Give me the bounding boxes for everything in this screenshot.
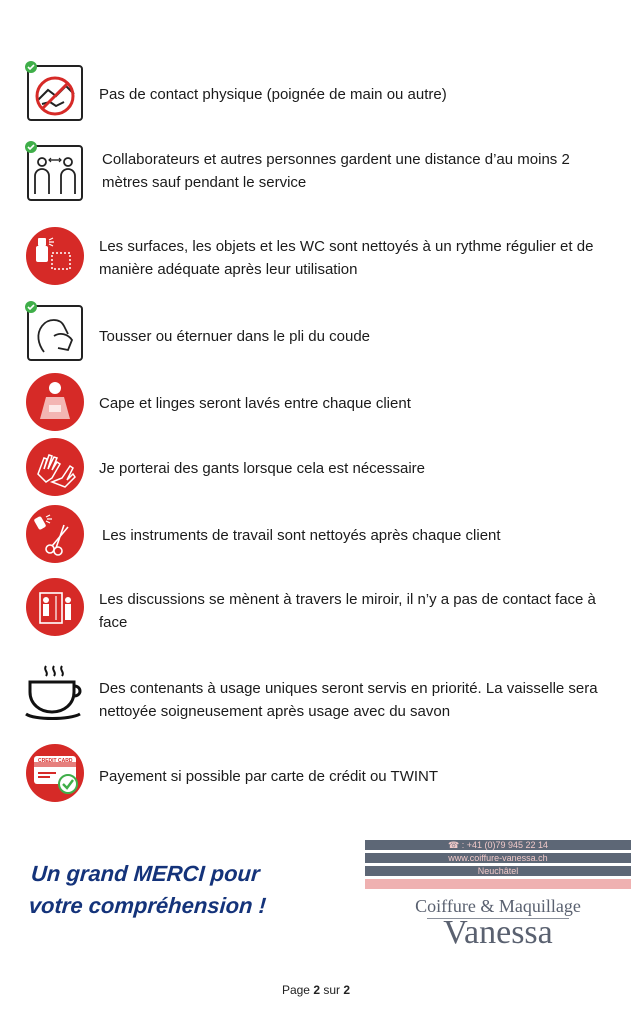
page-footer	[0, 983, 632, 997]
website-bar: www.coiffure-vanessa.ch	[365, 853, 631, 863]
scissors-spray-icon	[24, 503, 86, 565]
mirror-icon	[24, 576, 86, 638]
rule-text: Des contenants à usage uniques seront servis en priorité. La vaisselle sera nettoyée soigneusement après usage avec du savon	[99, 680, 598, 720]
thanks-message	[28, 858, 270, 922]
cough-elbow-icon	[24, 300, 86, 362]
accent-bar	[365, 879, 631, 889]
credit-card-icon	[24, 742, 86, 804]
rule-text: Les discussions se mènent à travers le miroir, il n’y a pas de contact face à face	[99, 591, 596, 631]
footer-mid: sur	[320, 983, 344, 997]
no-handshake-icon	[24, 60, 86, 122]
rule-text: Payement si possible par carte de crédit ou TWINT	[99, 768, 439, 785]
brand-name: Vanessa	[443, 914, 553, 951]
card-label: CREDIT CARD	[38, 758, 73, 764]
rule-text: Cape et linges seront lavés entre chaque client	[99, 395, 411, 412]
city-bar: Neuchâtel	[365, 866, 631, 876]
thanks-line-1: Un grand MERCI pour	[30, 861, 261, 886]
distance-icon	[24, 140, 86, 202]
cape-icon	[24, 371, 86, 433]
footer-page: 2	[313, 983, 320, 997]
brand-tagline: Coiffure & Maquillage	[415, 896, 581, 916]
gloves-icon	[24, 436, 86, 498]
footer-prefix: Page	[281, 983, 314, 997]
rule-text: Collaborateurs et autres personnes gardent une distance d’au moins 2 mètres sauf pendant le service	[102, 151, 570, 191]
phone-bar: ☎ : +41 (0)79 945 22 14	[365, 840, 631, 850]
rule-text: Tousser ou éternuer dans le pli du coude	[99, 328, 371, 345]
coffee-cup-icon	[24, 662, 86, 724]
rule-text: Les instruments de travail sont nettoyés après chaque client	[102, 527, 501, 544]
spray-cleaning-icon	[24, 225, 86, 287]
rule-text: Pas de contact physique (poignée de main ou autre)	[99, 86, 447, 103]
rule-text: Je porterai des gants lorsque cela est nécessaire	[99, 460, 426, 477]
rule-text: Les surfaces, les objets et les WC sont nettoyés à un rythme régulier et de manière adéquate après leur utilisation	[99, 238, 594, 278]
footer-total: 2	[343, 983, 351, 997]
thanks-line-2: votre compréhension !	[28, 893, 267, 918]
